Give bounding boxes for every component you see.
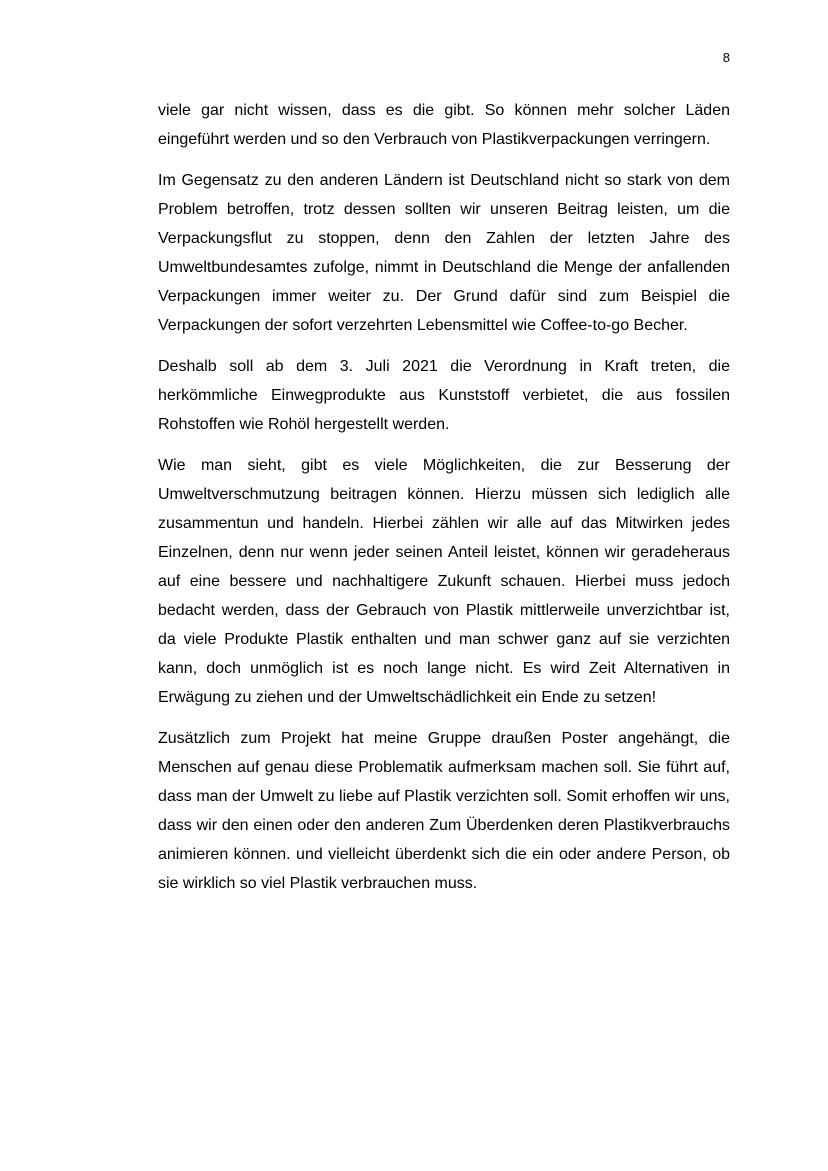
paragraph-2: Im Gegensatz zu den anderen Ländern ist Deutschland nicht so stark von dem Problem betroffen, trotz dessen sollten wir unseren Beitrag leisten, um die Verpackungsflut zu stoppen, denn den Zahlen der letzten Jahre des Umweltbundesamtes zufolge, nimmt in Deutschland die Menge der anfallenden Verpackungen immer weiter zu. Der Grund dafür sind zum Beispiel die Verpackungen der sofort verzehrten Lebensmittel wie Coffee-to-go Becher. (158, 172, 730, 334)
body-text (158, 96, 730, 910)
paragraph-4: Wie man sieht, gibt es viele Möglichkeiten, die zur Besserung der Umweltverschmutzung beitragen können. Hierzu müssen sich lediglich alle zusammentun und handeln. Hierbei zählen wir alle auf das Mitwirken jedes Einzelnen, denn nur wenn jeder seinen Anteil leistet, können wir geradeheraus auf eine bessere und nachhaltigere Zukunft schauen. Hierbei muss jedoch bedacht werden, dass der Gebrauch von Plastik mittlerweile unverzichtbar ist, da viele Produkte Plastik enthalten und man schwer ganz auf sie verzichten kann, doch unmöglich ist es noch lange nicht. Es wird Zeit Alternativen in Erwägung zu ziehen und der Umweltschädlichkeit ein Ende zu setzen! (158, 457, 730, 706)
paragraph-3: Deshalb soll ab dem 3. Juli 2021 die Verordnung in Kraft treten, die herkömmliche Einwegprodukte aus Kunststoff verbietet, die aus fossilen Rohstoffen wie Rohöl hergestellt werden. (158, 358, 730, 433)
page-number: 8 (722, 50, 730, 65)
paragraph-5: Zusätzlich zum Projekt hat meine Gruppe draußen Poster angehängt, die Menschen auf genau diese Problematik aufmerksam machen soll. Sie führt auf, dass man der Umwelt zu liebe auf Plastik verzichten soll. Somit erhoffen wir uns, dass wir den einen oder den anderen Zum Überdenken deren Plastikverbrauchs animieren können. und vielleicht überdenkt sich die ein oder andere Person, ob sie wirklich so viel Plastik verbrauchen muss. (158, 730, 730, 892)
paragraph-1: viele gar nicht wissen, dass es die gibt. So können mehr solcher Läden eingeführt werden und so den Verbrauch von Plastikverpackungen verringern. (158, 102, 730, 148)
